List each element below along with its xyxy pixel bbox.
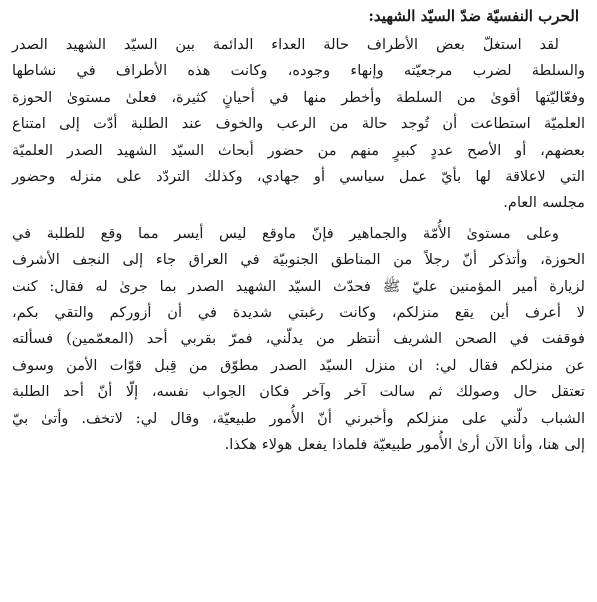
text-line: عن منزلكم فقال لي: ان منزل السيّد الصدر مطوّق من قِبل قوّات الأمن وسوف bbox=[12, 356, 585, 374]
text-line: العلميّة استطاعت أن تُوجد حالة من الرعب والخوف عند الطلبة أدّت إلى امتناع bbox=[12, 115, 585, 133]
text-line: لقد استغلّ بعض الأطراف حالة العداء الدائمة بين السيّد الشهيد الصدر bbox=[12, 36, 559, 53]
paragraph-1 bbox=[12, 32, 585, 217]
text-line: والسلطة لضرب مرجعيّته وإنهاء وجوده، وكانت هذه الأطراف في نشاطها bbox=[12, 62, 585, 80]
text-line: وعلى مستوىٰ الأُمّة والجماهير فإنّ ماوقع ليس أيسر مما وقع للطلبة في bbox=[12, 224, 559, 242]
text-line: وفعّاليّتها أقوىٰ من السلطة وأخطر منها في أحيانٍ كثيرة، فعلىٰ مستوىٰ الحوزة bbox=[12, 88, 585, 106]
section-heading: الحرب النفسيّة ضدّ السيّد الشهيد: bbox=[368, 7, 579, 25]
text-line: بعضهم، أو الأصح عددٍ كبيرٍ منهم من حضور أبحاث السيّد الشهيد الصدر العلميّة bbox=[12, 141, 585, 159]
text-line: مجلسه العام. bbox=[503, 194, 585, 212]
text-line: الحوزة، وأتذكر أنّ رجلاً من المناطق الجنوبيّة في العراق جاء إلى النجف الأشرف bbox=[12, 251, 585, 269]
text-line: لزيارة أمير المؤمنين عليّ ﷺ فحدّث السيّد الشهيد الصدر بما جرىٰ له فقال: كنت bbox=[12, 277, 585, 295]
text-line: لا أعرف أين يقع منزلكم، وكانت رغبتي شديدة في أن أزوركم والتقي بكم، bbox=[12, 304, 585, 322]
paragraph-2 bbox=[12, 221, 585, 459]
text-line: الشباب دلّني على منزلكم وأخبرني أنّ الأُمور طبيعيّة، وقال لي: لاتخف. وأتىٰ بيّ bbox=[12, 409, 585, 427]
text-line: فوقفت في الصحن الشريف أنتظر من يدلّني، فمرّ بقربي أحد (المعمّمين) فسألته bbox=[12, 330, 585, 348]
text-line: تعتقل حال وصولك ثم سالت آخر وآخر فكان الجواب نفسه، إلّا أنّ أحد الطلبة bbox=[12, 383, 585, 401]
text-line: إلى هنا، وأنا الآن أرىٰ الأُمور طبيعيّة فلماذا يفعل هولاء هكذا. bbox=[224, 436, 585, 454]
text-line: التي لاعلاقة لها بأيّ عمل سياسي أو جهادي، وكذلك التردّد على منزله وحضور bbox=[12, 168, 585, 186]
